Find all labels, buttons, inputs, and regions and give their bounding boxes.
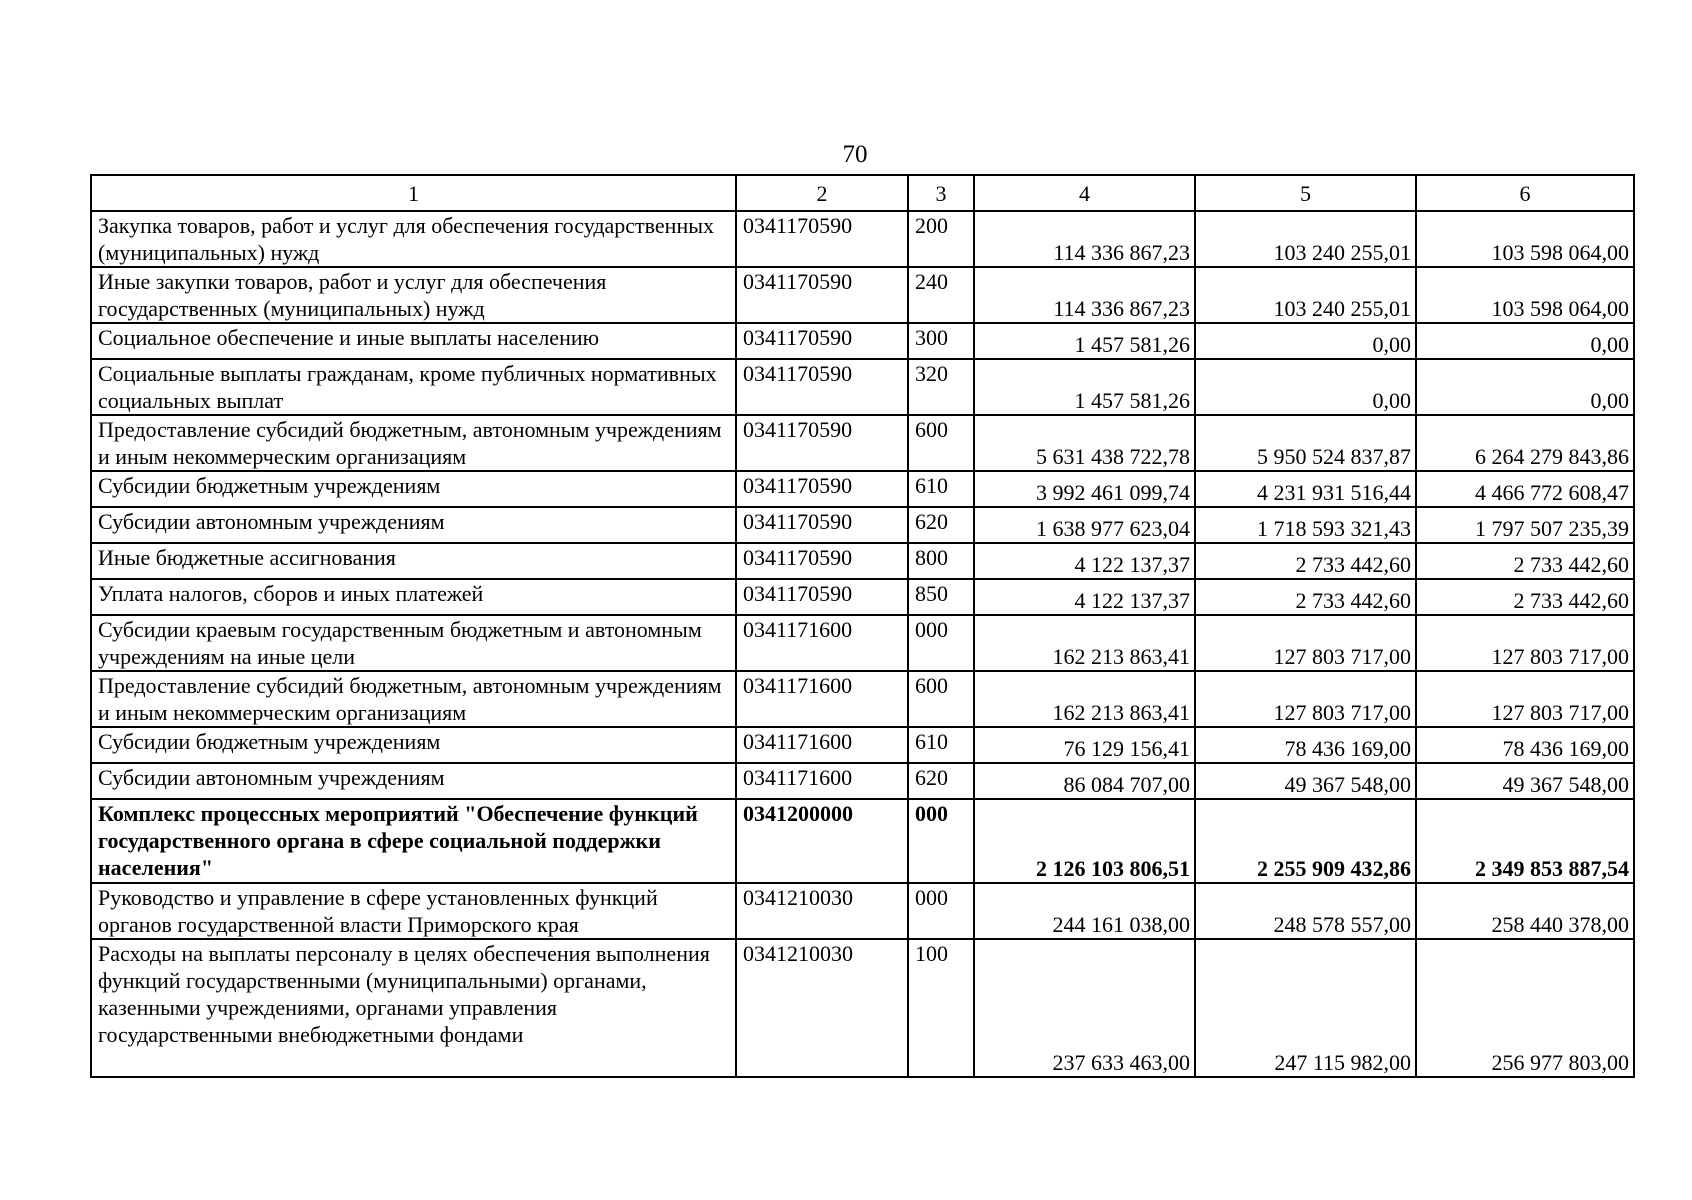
row-value-5: 78 436 169,00: [1195, 727, 1416, 763]
row-value-5: 2 255 909 432,86: [1195, 799, 1416, 883]
row-value-4: 76 129 156,41: [974, 727, 1195, 763]
row-value-4: 114 336 867,23: [974, 267, 1195, 323]
row-type: 000: [908, 799, 974, 883]
row-code: 0341170590: [736, 211, 908, 267]
table-row: [91, 323, 1634, 359]
row-value-6: 4 466 772 608,47: [1416, 471, 1634, 507]
row-value-4: 4 122 137,37: [974, 543, 1195, 579]
row-value-5: 103 240 255,01: [1195, 267, 1416, 323]
row-name: Социальное обеспечение и иные выплаты населению: [91, 323, 736, 359]
table-row: [91, 763, 1634, 799]
row-value-6: 0,00: [1416, 323, 1634, 359]
row-value-4: 1 457 581,26: [974, 359, 1195, 415]
row-code: 0341170590: [736, 507, 908, 543]
row-value-5: 248 578 557,00: [1195, 883, 1416, 939]
row-value-5: 2 733 442,60: [1195, 543, 1416, 579]
row-value-6: 127 803 717,00: [1416, 671, 1634, 727]
row-value-4: 1 638 977 623,04: [974, 507, 1195, 543]
row-code: 0341170590: [736, 579, 908, 615]
budget-table: [90, 174, 1635, 1078]
row-type: 320: [908, 359, 974, 415]
row-name: Расходы на выплаты персоналу в целях обеспечения выполнения функций государственными (муниципальными) органами, казенными учреждениями, органами управления государственными внебюджетными фондами: [91, 939, 736, 1077]
row-value-5: 247 115 982,00: [1195, 939, 1416, 1077]
table-row: [91, 211, 1634, 267]
row-value-5: 2 733 442,60: [1195, 579, 1416, 615]
row-value-4: 86 084 707,00: [974, 763, 1195, 799]
row-value-4: 5 631 438 722,78: [974, 415, 1195, 471]
row-name: Субсидии краевым государственным бюджетным и автономным учреждениям на иные цели: [91, 615, 736, 671]
row-value-5: 127 803 717,00: [1195, 615, 1416, 671]
header-col-2: 2: [736, 175, 908, 211]
row-value-6: 78 436 169,00: [1416, 727, 1634, 763]
row-type: 240: [908, 267, 974, 323]
table-row-section: [91, 799, 1634, 883]
row-type: 850: [908, 579, 974, 615]
table-row: [91, 615, 1634, 671]
row-value-6: 2 733 442,60: [1416, 579, 1634, 615]
row-type: 800: [908, 543, 974, 579]
row-value-6: 127 803 717,00: [1416, 615, 1634, 671]
table-row: [91, 727, 1634, 763]
row-code: 0341210030: [736, 883, 908, 939]
row-value-5: 103 240 255,01: [1195, 211, 1416, 267]
row-name: Социальные выплаты гражданам, кроме публичных нормативных социальных выплат: [91, 359, 736, 415]
row-type: 620: [908, 763, 974, 799]
row-value-5: 4 231 931 516,44: [1195, 471, 1416, 507]
row-value-4: 114 336 867,23: [974, 211, 1195, 267]
row-name: Субсидии автономным учреждениям: [91, 507, 736, 543]
table-row: [91, 471, 1634, 507]
row-value-4: 244 161 038,00: [974, 883, 1195, 939]
page-number: 70: [842, 141, 868, 168]
row-code: 0341170590: [736, 471, 908, 507]
row-value-6: 258 440 378,00: [1416, 883, 1634, 939]
row-type: 610: [908, 471, 974, 507]
row-value-4: 3 992 461 099,74: [974, 471, 1195, 507]
table-row: [91, 359, 1634, 415]
row-name: Уплата налогов, сборов и иных платежей: [91, 579, 736, 615]
row-type: 600: [908, 415, 974, 471]
table-row: [91, 415, 1634, 471]
header-col-3: 3: [908, 175, 974, 211]
table-row: [91, 671, 1634, 727]
row-code: 0341171600: [736, 615, 908, 671]
row-value-5: 1 718 593 321,43: [1195, 507, 1416, 543]
row-code: 0341210030: [736, 939, 908, 1077]
row-type: 200: [908, 211, 974, 267]
row-code: 0341170590: [736, 323, 908, 359]
row-value-6: 103 598 064,00: [1416, 211, 1634, 267]
table-row: [91, 507, 1634, 543]
row-name: Руководство и управление в сфере установленных функций органов государственной власти Приморского края: [91, 883, 736, 939]
row-code: 0341170590: [736, 359, 908, 415]
row-type: 300: [908, 323, 974, 359]
row-value-6: 2 349 853 887,54: [1416, 799, 1634, 883]
row-value-6: 0,00: [1416, 359, 1634, 415]
row-value-4: 237 633 463,00: [974, 939, 1195, 1077]
table-row: [91, 939, 1634, 1077]
table-row: [91, 883, 1634, 939]
row-value-6: 49 367 548,00: [1416, 763, 1634, 799]
row-value-6: 6 264 279 843,86: [1416, 415, 1634, 471]
header-col-5: 5: [1195, 175, 1416, 211]
row-value-6: 2 733 442,60: [1416, 543, 1634, 579]
row-type: 600: [908, 671, 974, 727]
row-type: 000: [908, 615, 974, 671]
row-value-5: 5 950 524 837,87: [1195, 415, 1416, 471]
header-col-4: 4: [974, 175, 1195, 211]
row-name: Закупка товаров, работ и услуг для обеспечения государственных (муниципальных) нужд: [91, 211, 736, 267]
row-code: 0341200000: [736, 799, 908, 883]
row-value-6: 256 977 803,00: [1416, 939, 1634, 1077]
row-value-4: 162 213 863,41: [974, 671, 1195, 727]
row-value-5: 127 803 717,00: [1195, 671, 1416, 727]
row-type: 000: [908, 883, 974, 939]
row-value-5: 0,00: [1195, 359, 1416, 415]
row-value-5: 0,00: [1195, 323, 1416, 359]
row-type: 620: [908, 507, 974, 543]
header-row: [91, 175, 1634, 211]
row-code: 0341171600: [736, 671, 908, 727]
row-name: Субсидии бюджетным учреждениям: [91, 727, 736, 763]
row-code: 0341170590: [736, 415, 908, 471]
row-name: Предоставление субсидий бюджетным, автономным учреждениям и иным некоммерческим организациям: [91, 415, 736, 471]
row-type: 100: [908, 939, 974, 1077]
row-name: Иные бюджетные ассигнования: [91, 543, 736, 579]
row-name: Иные закупки товаров, работ и услуг для обеспечения государственных (муниципальных) нужд: [91, 267, 736, 323]
header-col-6: 6: [1416, 175, 1634, 211]
row-code: 0341170590: [736, 543, 908, 579]
row-value-4: 162 213 863,41: [974, 615, 1195, 671]
row-value-4: 1 457 581,26: [974, 323, 1195, 359]
row-name: Комплекс процессных мероприятий "Обеспечение функций государственного органа в сфере социальной поддержки населения": [91, 799, 736, 883]
row-value-4: 2 126 103 806,51: [974, 799, 1195, 883]
table-row: [91, 579, 1634, 615]
table-row: [91, 267, 1634, 323]
row-value-6: 1 797 507 235,39: [1416, 507, 1634, 543]
table-row: [91, 543, 1634, 579]
row-value-6: 103 598 064,00: [1416, 267, 1634, 323]
row-value-4: 4 122 137,37: [974, 579, 1195, 615]
row-code: 0341171600: [736, 727, 908, 763]
row-name: Предоставление субсидий бюджетным, автономным учреждениям и иным некоммерческим организациям: [91, 671, 736, 727]
row-code: 0341171600: [736, 763, 908, 799]
row-value-5: 49 367 548,00: [1195, 763, 1416, 799]
row-code: 0341170590: [736, 267, 908, 323]
row-name: Субсидии автономным учреждениям: [91, 763, 736, 799]
row-type: 610: [908, 727, 974, 763]
header-col-1: 1: [91, 175, 736, 211]
row-name: Субсидии бюджетным учреждениям: [91, 471, 736, 507]
